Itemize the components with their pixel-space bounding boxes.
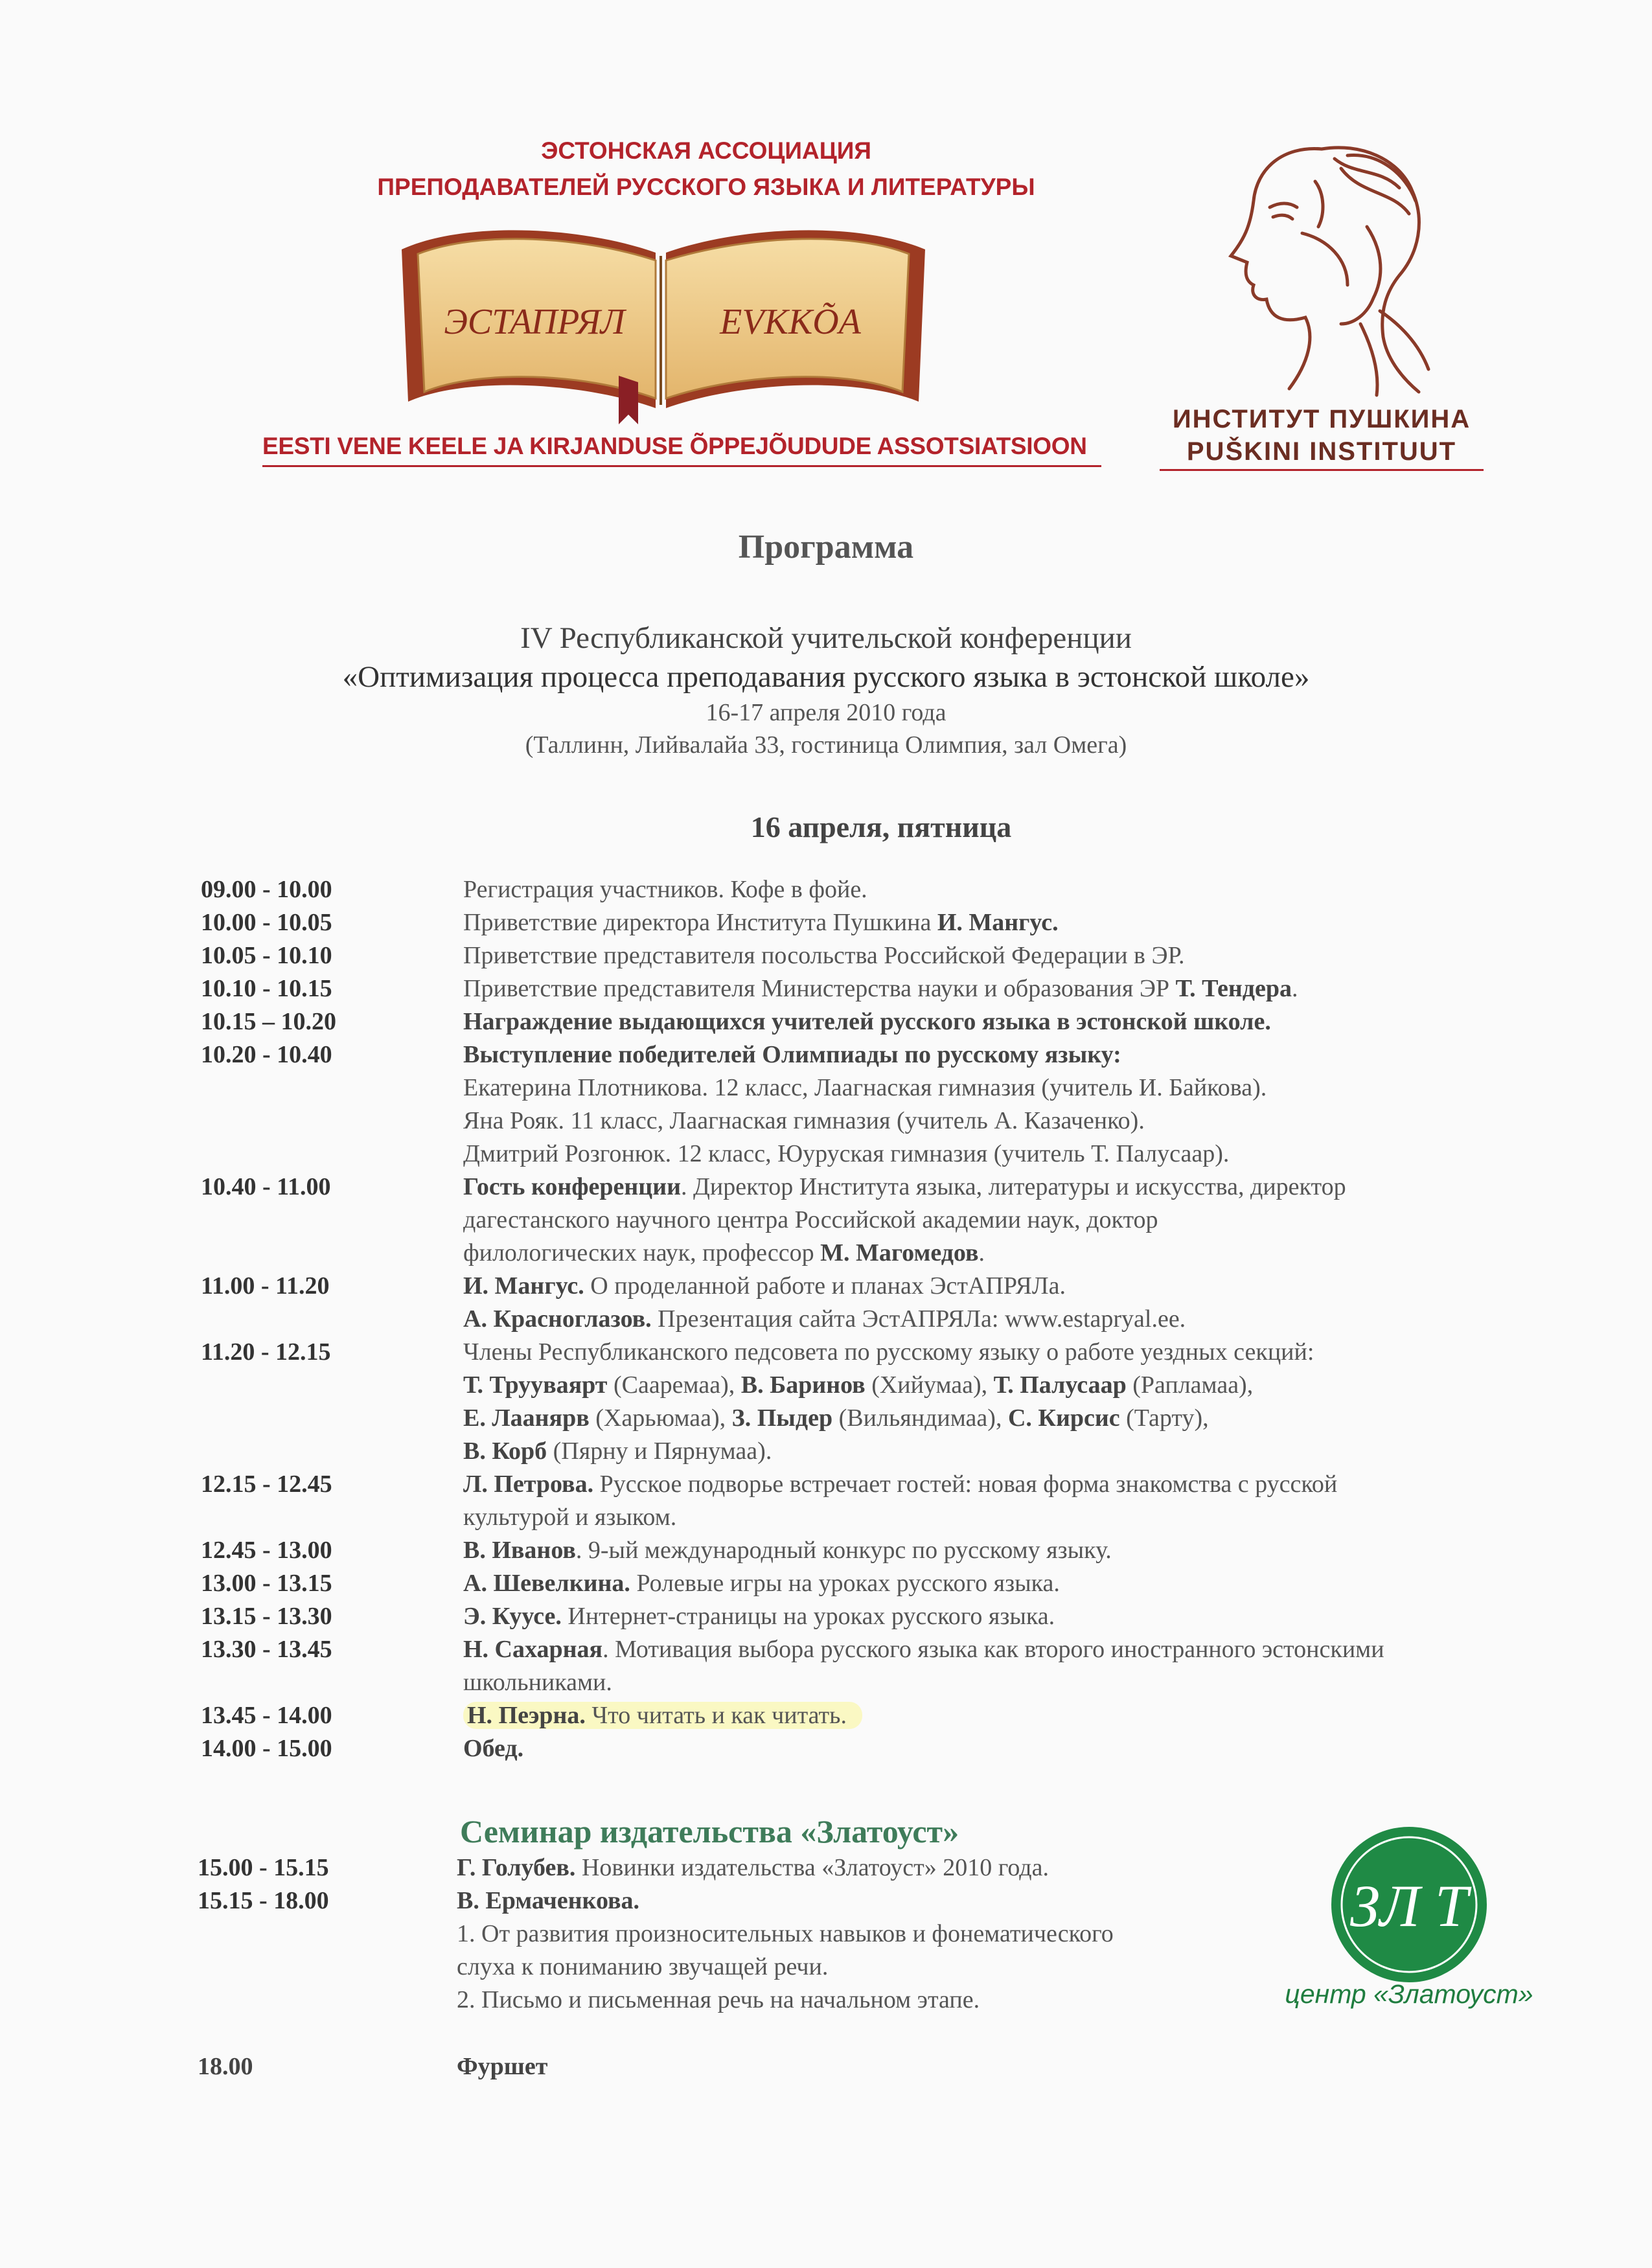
schedule-row bbox=[201, 1633, 1594, 1699]
association-title bbox=[272, 133, 1140, 205]
schedule-text-line bbox=[463, 1303, 1594, 1336]
schedule-text-line bbox=[463, 1435, 1594, 1468]
schedule-text: Члены Республиканского педсовета по русскому языку о работе уездных секций: bbox=[463, 1338, 1314, 1366]
pushkin-divider bbox=[1160, 469, 1484, 471]
speaker-name: И. Мангус. bbox=[937, 909, 1059, 936]
schedule-text: . Директор Института языка, литературы и искусства, директор bbox=[681, 1173, 1346, 1200]
schedule-text-line bbox=[463, 906, 1594, 939]
schedule-row bbox=[201, 939, 1594, 972]
speaker-name: В. Иванов bbox=[463, 1537, 576, 1564]
schedule-list bbox=[201, 873, 1594, 1765]
speaker-name: Т. Палусаар bbox=[993, 1371, 1127, 1399]
schedule-text: Дмитрий Розгонюк. 12 класс, Юуруская гимназия (учитель Т. Палусаар). bbox=[463, 1140, 1230, 1167]
speaker-name: Е. Лаанярв bbox=[463, 1404, 590, 1432]
conference-theme: «Оптимизация процесса преподавания русского языка в эстонской школе» bbox=[342, 660, 1310, 694]
schedule-row bbox=[201, 1534, 1594, 1567]
schedule-time: 10.05 - 10.10 bbox=[201, 942, 332, 969]
schedule-time: 10.40 - 11.00 bbox=[201, 1173, 331, 1200]
speaker-name: А. Шевелкина. bbox=[463, 1570, 630, 1597]
schedule-text: (Сааремаа), bbox=[607, 1371, 741, 1399]
association-footer: EESTI VENE KEELE JA KIRJANDUSE ÕPPEJÕUDUDE ASSOTSIATSIOON bbox=[262, 433, 1087, 459]
schedule-row bbox=[201, 1038, 1594, 1171]
schedule-text: . 9-ый международный конкурс по русскому языку. bbox=[575, 1537, 1112, 1564]
schedule-row bbox=[201, 1600, 1594, 1633]
speaker-name: Обед. bbox=[463, 1735, 524, 1762]
schedule-text-line bbox=[463, 1732, 1594, 1765]
schedule-text-line bbox=[463, 1270, 1594, 1303]
speaker-name: Т. Трууваярт bbox=[463, 1371, 608, 1399]
speaker-name: И. Мангус. bbox=[463, 1272, 584, 1300]
schedule-text-line bbox=[463, 1105, 1594, 1138]
schedule-row bbox=[198, 1851, 1299, 1884]
schedule-text: Ролевые игры на уроках русского языка. bbox=[630, 1570, 1060, 1597]
zlatoust-logo-icon bbox=[1328, 1824, 1490, 1986]
speaker-name: Н. Сахарная bbox=[463, 1636, 603, 1663]
schedule-text: . bbox=[1292, 975, 1298, 1002]
schedule-text: филологических наук, профессор bbox=[463, 1239, 821, 1266]
schedule-text: Что читать и как читать. bbox=[585, 1702, 847, 1729]
schedule-text: Яна Рояк. 11 класс, Лаагнаская гимназия (учитель А. Казаченко). bbox=[463, 1107, 1145, 1134]
schedule-text: О проделанной работе и планах ЭстАПРЯЛа. bbox=[584, 1272, 1066, 1300]
schedule-row bbox=[201, 873, 1594, 906]
schedule-text-line bbox=[457, 1918, 1299, 1951]
schedule-text: . bbox=[978, 1239, 985, 1266]
conference-name: IV Республиканской учительской конференции bbox=[520, 621, 1132, 655]
schedule-text-line bbox=[463, 1534, 1594, 1567]
speaker-name: Л. Петрова. bbox=[463, 1471, 594, 1498]
conference-info bbox=[0, 619, 1652, 761]
schedule-row bbox=[201, 1005, 1594, 1038]
schedule-text: (Харьюмаа), bbox=[589, 1404, 732, 1432]
schedule-text-line bbox=[463, 1369, 1594, 1402]
schedule-text-line bbox=[463, 939, 1594, 972]
schedule-text-line bbox=[463, 1138, 1594, 1171]
speaker-name: А. Красноглазов. bbox=[463, 1305, 652, 1333]
schedule-row bbox=[201, 972, 1594, 1005]
schedule-text: 1. От развития произносительных навыков и фонематического bbox=[457, 1920, 1114, 1947]
zlatoust-emblem-text: ЗЛ Т bbox=[1349, 1873, 1469, 1939]
schedule-text-line bbox=[463, 1666, 1594, 1699]
schedule-row bbox=[201, 1468, 1594, 1534]
speaker-name: Выступление победителей Олимпиады по русскому языку: bbox=[463, 1041, 1121, 1068]
association-book-logo bbox=[389, 214, 933, 428]
schedule-row bbox=[201, 1732, 1594, 1765]
zlatoust-caption: центр «Златоуст» bbox=[1285, 1979, 1533, 2009]
schedule-text-line bbox=[457, 1951, 1299, 1984]
schedule-time: 09.00 - 10.00 bbox=[201, 876, 332, 903]
schedule-row bbox=[201, 1336, 1594, 1468]
pushkin-title-line2: PUŠKINI INSTITUUT bbox=[1186, 437, 1457, 466]
schedule-text: (Тарту), bbox=[1119, 1404, 1209, 1432]
schedule-time: 10.00 - 10.05 bbox=[201, 909, 332, 936]
schedule-text-line bbox=[463, 873, 1594, 906]
schedule-time: 18.00 bbox=[198, 2053, 253, 2080]
schedule-text: Приветствие представителя Министерства науки и образования ЭР bbox=[463, 975, 1176, 1002]
speaker-name: С. Кирсис bbox=[1007, 1404, 1120, 1432]
schedule-text: Русское подворье встречает гостей: новая форма знакомства с русской bbox=[593, 1471, 1338, 1498]
schedule-text: Фуршет bbox=[457, 2053, 548, 2080]
schedule-row bbox=[198, 1884, 1299, 2017]
schedule-text-line bbox=[463, 1402, 1594, 1435]
schedule-text: Екатерина Плотникова. 12 класс, Лаагнаская гимназия (учитель И. Байкова). bbox=[463, 1074, 1267, 1101]
speaker-name: В. Баринов bbox=[740, 1371, 866, 1399]
highlighter-mark bbox=[463, 1702, 862, 1729]
schedule-row bbox=[201, 906, 1594, 939]
pushkin-title-line1: ИНСТИТУТ ПУШКИНА bbox=[1172, 405, 1471, 433]
schedule-time: 14.00 - 15.00 bbox=[201, 1735, 332, 1762]
schedule-text: (Рапламаа), bbox=[1126, 1371, 1254, 1399]
schedule-time: 11.00 - 11.20 bbox=[201, 1272, 330, 1300]
schedule-time: 12.45 - 13.00 bbox=[201, 1537, 332, 1564]
speaker-name: Награждение выдающихся учителей русского языка в эстонской школе. bbox=[463, 1008, 1271, 1035]
schedule-time: 10.10 - 10.15 bbox=[201, 975, 332, 1002]
conference-venue: (Таллинн, Лийвалайа 33, гостиница Олимпия, зал Омега) bbox=[525, 731, 1127, 759]
logo-text-right: EVKKÕA bbox=[720, 302, 861, 342]
speaker-name: М. Магомедов bbox=[820, 1239, 979, 1266]
schedule-time: 15.00 - 15.15 bbox=[198, 1854, 329, 1881]
schedule-time: 15.15 - 18.00 bbox=[198, 1887, 329, 1914]
schedule-text-line bbox=[463, 1600, 1594, 1633]
schedule-row bbox=[201, 1699, 1594, 1732]
schedule-text-line bbox=[463, 1171, 1594, 1204]
schedule-text-line bbox=[463, 1237, 1594, 1270]
speaker-name: Т. Тендера bbox=[1175, 975, 1292, 1002]
schedule-text-line bbox=[457, 1851, 1299, 1884]
pushkin-institute-title bbox=[1153, 403, 1490, 468]
schedule-time: 10.15 – 10.20 bbox=[201, 1008, 336, 1035]
association-title-line1: ЭСТОНСКАЯ АССОЦИАЦИЯ bbox=[541, 137, 871, 164]
schedule-text: школьниками. bbox=[463, 1669, 612, 1696]
schedule-text-line bbox=[463, 1699, 1594, 1732]
speaker-name: Э. Куусе. bbox=[463, 1603, 562, 1630]
schedule-text-line bbox=[457, 1884, 1299, 1918]
schedule-time: 10.20 - 10.40 bbox=[201, 1041, 332, 1068]
schedule-text: (Вильяндимаа), bbox=[832, 1404, 1008, 1432]
schedule-text: (Хийумаа), bbox=[865, 1371, 994, 1399]
schedule-time: 11.20 - 12.15 bbox=[201, 1338, 331, 1366]
conference-dates: 16-17 апреля 2010 года bbox=[706, 699, 946, 726]
speaker-name: Н. Пеэрна. bbox=[467, 1702, 586, 1729]
schedule-row bbox=[201, 1567, 1594, 1600]
schedule-text-line bbox=[463, 1567, 1594, 1600]
schedule-text: Новинки издательства «Златоуст» 2010 года. bbox=[575, 1854, 1049, 1881]
seminar-title: Семинар издательства «Златоуст» bbox=[460, 1813, 959, 1850]
schedule-text-line bbox=[463, 1468, 1594, 1501]
schedule-text-line bbox=[463, 1038, 1594, 1071]
schedule-time: 13.00 - 13.15 bbox=[201, 1570, 332, 1597]
pushkin-portrait-icon bbox=[1186, 130, 1458, 402]
schedule-text-line bbox=[463, 972, 1594, 1005]
schedule-text: дагестанского научного центра Российской академии наук, доктор bbox=[463, 1206, 1158, 1233]
schedule-time: 13.30 - 13.45 bbox=[201, 1636, 332, 1663]
schedule-text: . Мотивация выбора русского языка как второго иностранного эстонскими bbox=[602, 1636, 1384, 1663]
association-divider bbox=[262, 465, 1101, 467]
schedule-text: Презентация сайта ЭстАПРЯЛа: www.estapryal.ee. bbox=[651, 1305, 1186, 1333]
schedule-text: Приветствие представителя посольства Российской Федерации в ЭР. bbox=[463, 942, 1185, 969]
schedule-text: Приветствие директора Института Пушкина bbox=[463, 909, 937, 936]
schedule-text-line bbox=[463, 1336, 1594, 1369]
schedule-text-line bbox=[457, 1984, 1299, 2017]
schedule-time: 12.15 - 12.45 bbox=[201, 1471, 332, 1498]
speaker-name: В. Ермаченкова. bbox=[457, 1887, 640, 1914]
day-heading: 16 апреля, пятница bbox=[750, 810, 1012, 843]
program-title: Программа bbox=[738, 529, 914, 566]
schedule-time: 13.45 - 14.00 bbox=[201, 1702, 332, 1729]
seminar-list bbox=[198, 1851, 1299, 2017]
schedule-row bbox=[201, 1171, 1594, 1270]
speaker-name: З. Пыдер bbox=[731, 1404, 833, 1432]
speaker-name: Г. Голубев. bbox=[457, 1854, 576, 1881]
schedule-text: Интернет-страницы на уроках русского языка. bbox=[561, 1603, 1055, 1630]
association-title-line2: ПРЕПОДАВАТЕЛЕЙ РУССКОГО ЯЗЫКА И ЛИТЕРАТУРЫ bbox=[377, 174, 1035, 200]
schedule-text: (Пярну и Пярнумаа). bbox=[547, 1438, 772, 1465]
schedule-text: Регистрация участников. Кофе в фойе. bbox=[463, 876, 867, 903]
schedule-time: 13.15 - 13.30 bbox=[201, 1603, 332, 1630]
speaker-name: Гость конференции bbox=[463, 1173, 681, 1200]
schedule-text: 2. Письмо и письменная речь на начальном этапе. bbox=[457, 1986, 980, 2013]
schedule-row bbox=[201, 1270, 1594, 1336]
schedule-text-line bbox=[463, 1633, 1594, 1666]
logo-text-left: ЭСТАПРЯЛ bbox=[444, 302, 625, 342]
schedule-text-line bbox=[463, 1204, 1594, 1237]
speaker-name: В. Корб bbox=[463, 1438, 547, 1465]
schedule-text-line bbox=[463, 1501, 1594, 1534]
schedule-text: культурой и языком. bbox=[463, 1504, 677, 1531]
schedule-text: слуха к пониманию звучащей речи. bbox=[457, 1953, 829, 1980]
schedule-text-line bbox=[463, 1071, 1594, 1105]
schedule-text-line bbox=[463, 1005, 1594, 1038]
schedule-row-final bbox=[198, 2050, 547, 2083]
